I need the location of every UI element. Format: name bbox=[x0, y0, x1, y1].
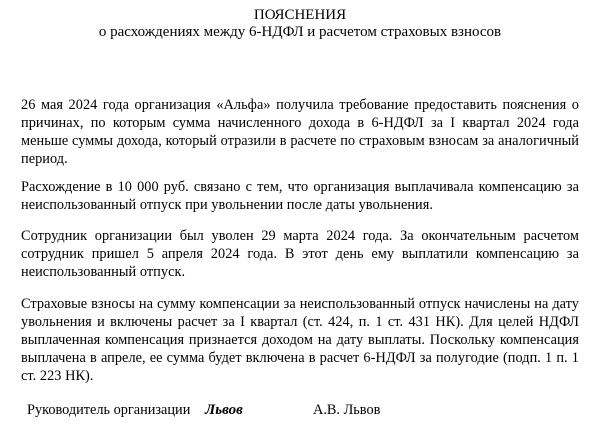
signer-role: Руководитель организации bbox=[27, 402, 191, 418]
handwritten-signature: Львов bbox=[205, 402, 243, 418]
signature-block bbox=[0, 401, 600, 421]
signer-name: А.В. Львов bbox=[313, 402, 381, 418]
paragraph-dismissal: Сотрудник организации был уволен 29 марта 2024 года. За окончательным расчетом сотрудник пришел 5 апреля 2024 года. В этот день ему выплатили компенсацию за неиспользованный отпуск. bbox=[21, 228, 579, 280]
paragraph-request: 26 мая 2024 года организация «Альфа» получила требование предоставить пояснения о причинах, по которым сумма начисленного дохода в 6-НДФЛ за I квартал 2024 года меньше суммы дохода, который отразили в расчете по страховым взносам за аналогичный период. bbox=[21, 97, 579, 167]
paragraph-discrepancy: Расхождение в 10 000 руб. связано с тем, что организация выплачивала компенсацию за неиспользованный отпуск при увольнении после даты увольнения. bbox=[21, 179, 579, 213]
paragraph-explanation: Страховые взносы на сумму компенсации за неиспользованный отпуск начислены на дату увольнения и включены расчет за I квартал (ст. 424, п. 1 ст. 431 НК). Для целей НДФЛ выплаченная компенсация признается доходом на дату выплаты. Поскольку компенсация выплачена в апреле, ее сумма будет включена в расчет 6-НДФЛ за полугодие (подп. 1 п. 1 ст. 223 НК). bbox=[21, 296, 579, 384]
document-subtitle: о расхождениях между 6-НДФЛ и расчетом страховых взносов bbox=[98, 24, 502, 40]
document-title: ПОЯСНЕНИЯ bbox=[253, 7, 347, 23]
